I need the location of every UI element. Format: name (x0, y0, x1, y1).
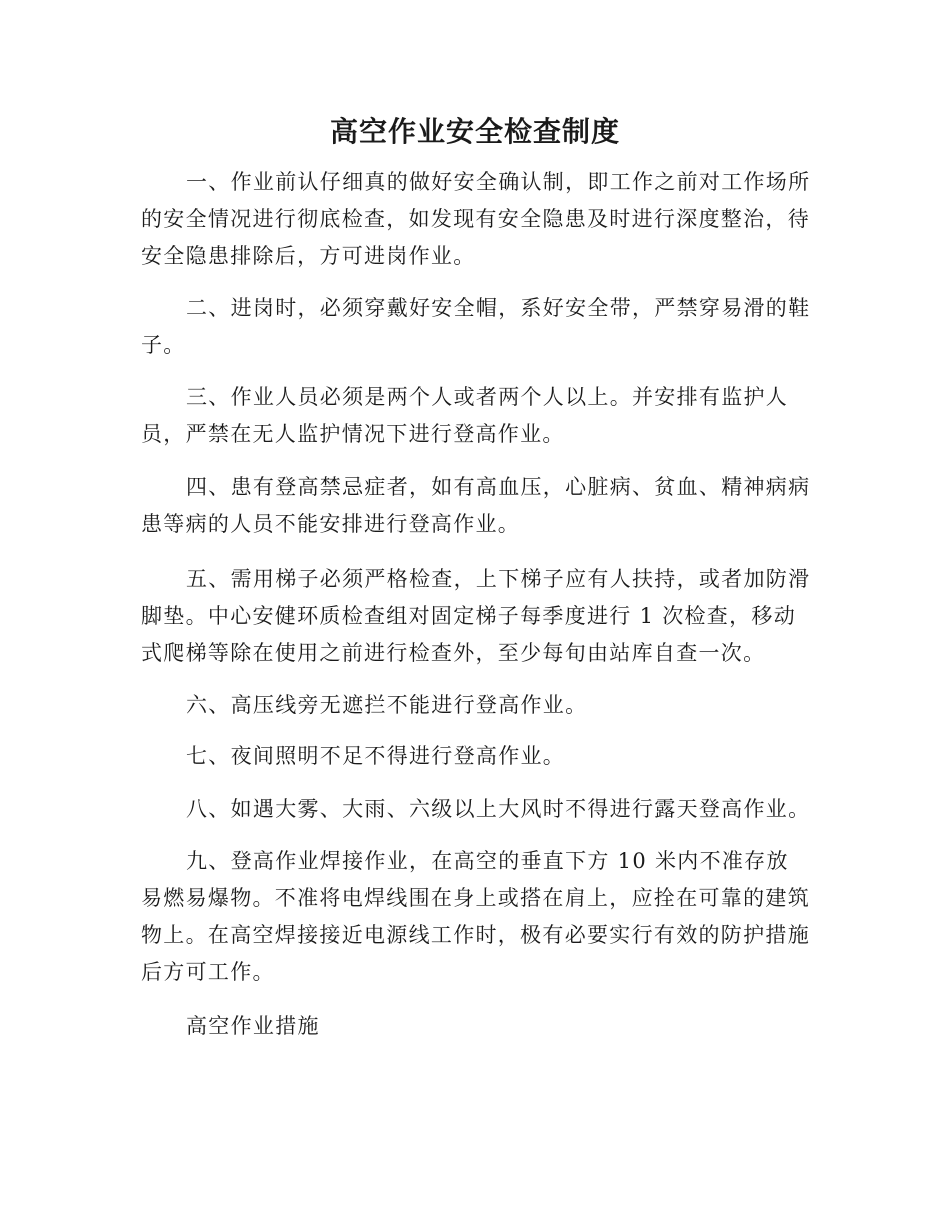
paragraph-5: 五、需用梯子必须严格检查，上下梯子应有人扶持，或者加防滑脚垫。中心安健环质检查组对固定梯子每季度进行 1 次检查，移动式爬梯等除在使用之前进行检查外，至少每旬由站库自查一次。 (141, 567, 811, 665)
paragraph-9: 九、登高作业焊接作业，在高空的垂直下方 10 米内不准存放易燃易爆物。不准将电焊线围在身上或搭在肩上，应拴在可靠的建筑物上。在高空焊接接近电源线工作时，极有必要实行有效的防护措施后方可工作。 (141, 849, 810, 984)
paragraph-10: 高空作业措施 (186, 1014, 320, 1038)
paragraph-7: 七、夜间照明不足不得进行登高作业。 (186, 744, 566, 768)
paragraph-2: 二、进岗时，必须穿戴好安全帽，系好安全带，严禁穿易滑的鞋子。 (141, 296, 811, 357)
paragraph-8: 八、如遇大雾、大雨、六级以上大风时不得进行露天登高作业。 (186, 797, 811, 821)
document-title: 高空作业安全检查制度 (329, 115, 620, 148)
paragraph-3: 三、作业人员必须是两个人或者两个人以上。并安排有监护人员，严禁在无人监护情况下进行登高作业。 (141, 385, 789, 446)
paragraph-1: 一、作业前认仔细真的做好安全确认制，即工作之前对工作场所的安全情况进行彻底检查，如发现有安全隐患及时进行深度整治，待安全隐患排除后，方可进岗作业。 (141, 170, 811, 268)
paragraph-4: 四、患有登高禁忌症者，如有高血压，心脏病、贫血、精神病病患等病的人员不能安排进行登高作业。 (141, 475, 811, 536)
paragraph-6: 六、高压线旁无遮拦不能进行登高作业。 (186, 693, 588, 717)
